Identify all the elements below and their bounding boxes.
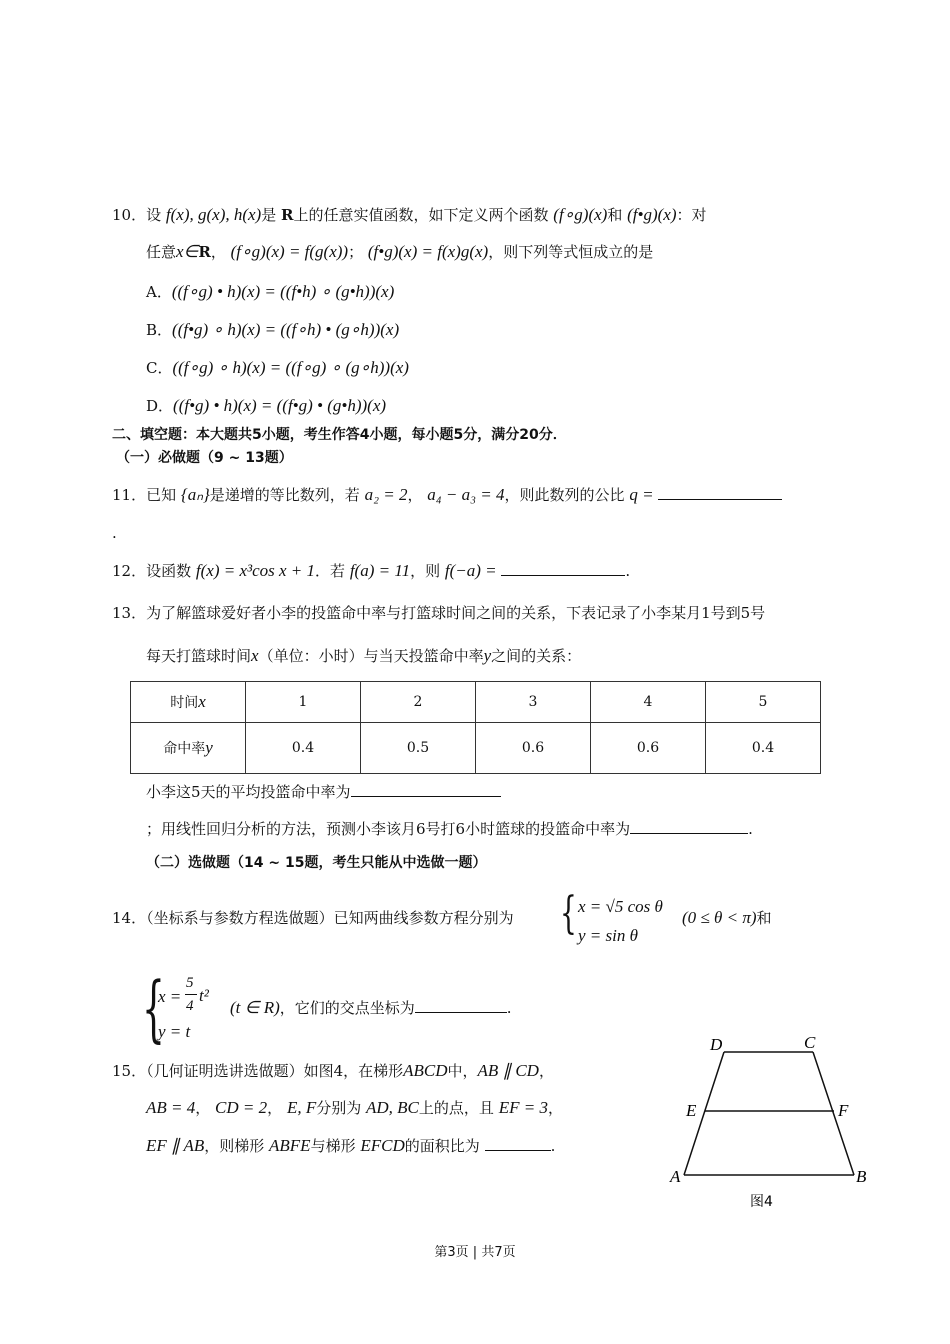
label-e: E <box>686 1101 697 1120</box>
figure-caption: 图4 <box>750 1194 773 1210</box>
q14-line1: 14．（坐标系与参数方程选做题）已知两曲线参数方程分别为 <box>112 909 514 927</box>
table-row <box>131 682 821 723</box>
q13-ask2: ；用线性回归分析的方法，预测小李该月6号打6小时篮球的投篮命中率为 . <box>146 817 753 840</box>
q13-line1: 13．为了解篮球爱好者小李的投篮命中率与打篮球时间之间的关系，下表记录了小李某月1号到5号 <box>112 604 766 622</box>
table-cell: 1 <box>246 682 361 723</box>
q12-line: 12．设函数 f(x) = x³cos x + 1．若 f(a) = 11，则 f(−a) = . <box>112 561 631 580</box>
table-cell: 0.6 <box>591 723 706 774</box>
q10-option-c: C．((f∘g) ∘ h)(x) = ((f∘g) ∘ (g∘h))(x) <box>146 358 409 377</box>
table-header-time: 时间x <box>131 682 246 723</box>
table-header-rate: 命中率y <box>131 723 246 774</box>
q14-line2: (t ∈ R)，它们的交点坐标为 . <box>230 998 512 1017</box>
label-d: D <box>710 1035 723 1054</box>
q14-eq-b1-lhs: x = <box>158 987 182 1006</box>
label-f: F <box>838 1101 849 1120</box>
q15-line2: AB = 4， CD = 2， E, F分别为 AD, BC上的点，且 EF = 3， <box>146 1098 563 1117</box>
table-cell: 0.4 <box>246 723 361 774</box>
q14-range-a: (0 ≤ θ < π)和 <box>682 908 772 927</box>
q14-eq-b1-den: 4 <box>186 998 194 1014</box>
table-cell: 5 <box>706 682 821 723</box>
q15-answer-blank <box>485 1134 551 1151</box>
label-b: B <box>856 1167 867 1186</box>
table-cell: 3 <box>476 682 591 723</box>
table-cell: 0.6 <box>476 723 591 774</box>
q10-line2: 任意x∈R， (f∘g)(x) = f(g(x))； (f•g)(x) = f(x)g(x)，则下列等式恒成立的是 <box>146 242 654 261</box>
q14-eq-b1-t: t² <box>199 986 209 1005</box>
q12-answer-blank <box>501 559 625 576</box>
table-row <box>131 723 821 774</box>
q14-brace-a: { <box>560 888 577 939</box>
q15-line1: 15．（几何证明选讲选做题）如图4，在梯形ABCD中，AB ∥ CD， <box>112 1061 554 1080</box>
q14-eq-b2: y = t <box>158 1022 191 1041</box>
label-c: C <box>804 1033 816 1052</box>
q10-line1: 10．设 f(x), g(x), h(x)是 R上的任意实值函数，如下定义两个函数 (f∘g)(x)和 (f•g)(x)：对 <box>112 205 707 224</box>
q15-line3: EF ∥ AB，则梯形 ABFE与梯形 EFCD的面积比为 . <box>146 1136 556 1155</box>
table-cell: 2 <box>361 682 476 723</box>
table-cell: 0.5 <box>361 723 476 774</box>
q13-line2: 每天打篮球时间x（单位：小时）与当天投篮命中率y之间的关系： <box>146 646 582 665</box>
q14-answer-blank <box>415 996 507 1013</box>
section-required: （一）必做题（9 ~ 13题） <box>116 450 293 466</box>
q10-option-d: D．((f•g) • h)(x) = ((f•g) • (g•h))(x) <box>146 396 387 415</box>
trapezoid-figure <box>660 1030 880 1230</box>
q14-eq-a1: x = √5 cos θ <box>578 897 663 916</box>
page-footer: 第3页 | 共7页 <box>434 1245 516 1260</box>
table-cell: 4 <box>591 682 706 723</box>
section-optional: （二）选做题（14 ~ 15题，考生只能从中选做一题） <box>146 855 487 871</box>
label-a: A <box>670 1167 681 1186</box>
q13-ask1: 小李这5天的平均投篮命中率为 <box>146 780 501 803</box>
q14-eq-a2: y = sin θ <box>578 926 638 945</box>
q11-line: 11．已知 {aₙ}是递增的等比数列，若 a₂ = 2， a₄ − a₃ = 4，则此数列的公比 q = <box>112 483 782 506</box>
q13-answer-blank-2 <box>630 817 748 834</box>
q11-period: . <box>112 524 117 542</box>
q14-brace-b: { <box>142 966 165 1050</box>
q14-eq-b1-num: 5 <box>186 975 194 991</box>
data-table <box>130 681 821 774</box>
q10-option-a: A．((f∘g) • h)(x) = ((f•h) ∘ (g•h))(x) <box>146 282 395 301</box>
q13-answer-blank-1 <box>351 780 501 797</box>
section-title: 二、填空题：本大题共5小题，考生作答4小题，每小题5分，满分20分． <box>112 427 567 443</box>
q11-answer-blank <box>658 483 782 500</box>
q10-option-b: B．((f•g) ∘ h)(x) = ((f∘h) • (g∘h))(x) <box>146 320 400 339</box>
table-cell: 0.4 <box>706 723 821 774</box>
